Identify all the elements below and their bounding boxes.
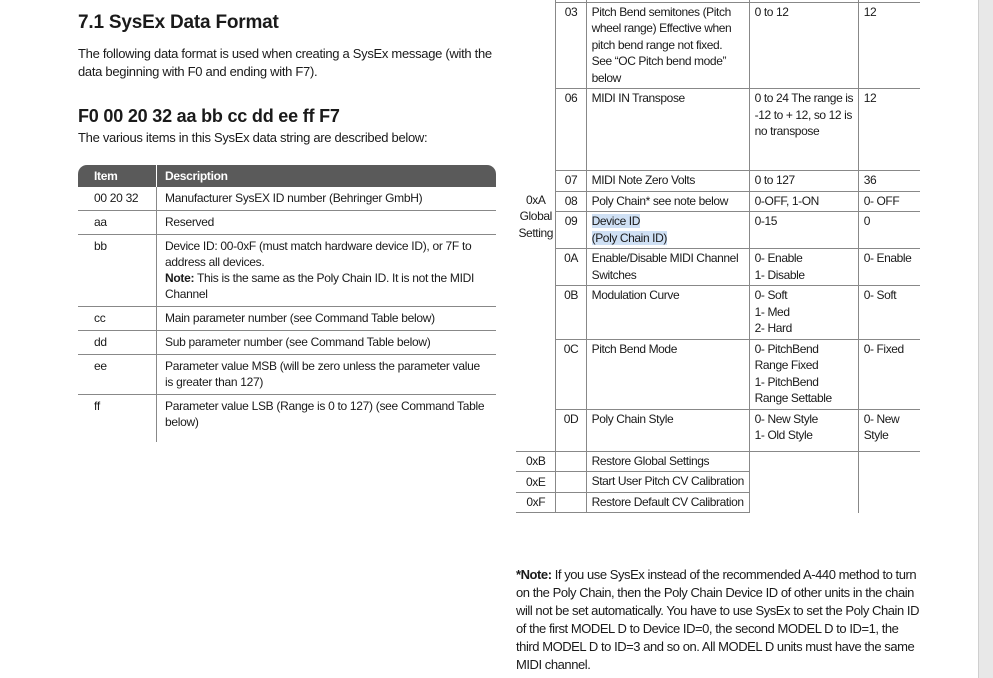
- header-description: Description: [157, 165, 497, 187]
- param-cell: Start User Pitch CV Calibration: [586, 472, 749, 493]
- group-cell: 0xF: [516, 492, 556, 513]
- param-cell: Restore Global Settings: [586, 452, 749, 472]
- description-cell: Sub parameter number (see Command Table below): [157, 331, 497, 355]
- param-cell: Poly Chain Style: [586, 409, 749, 451]
- param-text-highlighted: (Poly Chain ID): [591, 230, 667, 245]
- default-cell: [858, 452, 920, 472]
- item-cell: cc: [78, 307, 157, 331]
- item-cell: dd: [78, 331, 157, 355]
- items-table-header: [78, 165, 496, 187]
- table-row: [516, 286, 920, 340]
- table-row: [516, 89, 920, 171]
- range-cell: [749, 472, 858, 493]
- default-cell: 0: [858, 212, 920, 249]
- table-row: [516, 452, 920, 472]
- item-cell: ff: [94, 399, 100, 413]
- param-cell: Modulation Curve: [586, 286, 749, 340]
- table-row: [516, 2, 920, 89]
- code-cell: 0C: [556, 339, 586, 409]
- range-cell: 0 to 24 The range is -12 to + 12, so 12 is no transpose: [749, 89, 858, 171]
- note-text: If you use SysEx instead of the recommended A-440 method to turn on the Poly Chain, then the Poly Chain Device ID of other units in the chain will not be set automatically. You have to use SysEx to set the Poly Chain ID of the first MODEL D to Device ID=0, the second MODEL D to ID=1, the third MODEL D to ID=3 and so on. All MODEL D units must have the same MIDI channel.: [516, 567, 920, 672]
- section-heading: 7.1 SysEx Data Format: [78, 12, 279, 33]
- code-cell: 08: [556, 191, 586, 212]
- default-cell: 12: [858, 2, 920, 89]
- header-item: Item: [78, 165, 157, 187]
- code-cell: [556, 472, 586, 493]
- group-cell: 0xE: [516, 472, 556, 493]
- range-line: 1- Old Style: [754, 428, 813, 442]
- default-cell: 0- Soft: [858, 286, 920, 340]
- range-line: 1- Med: [754, 304, 790, 319]
- range-line: 0- Soft: [754, 288, 788, 302]
- param-cell: [586, 212, 749, 249]
- param-cell: MIDI IN Transpose: [586, 89, 749, 171]
- default-cell: [858, 492, 920, 513]
- default-cell: [858, 472, 920, 493]
- table-row: [516, 212, 920, 249]
- table-row: [516, 249, 920, 286]
- param-cell: Pitch Bend semitones (Pitch wheel range) Effective when pitch bend range not fixed. See “OC Pitch bend mode” below: [586, 2, 749, 89]
- item-cell: aa: [78, 211, 157, 235]
- range-line: 1- PitchBend Range Settable: [754, 374, 832, 405]
- code-cell: 0A: [556, 249, 586, 286]
- range-cell: [749, 339, 858, 409]
- param-text-highlighted: Device ID: [591, 214, 641, 228]
- format-description: The various items in this SysEx data string are described below:: [78, 130, 428, 145]
- table-row: [516, 492, 920, 513]
- param-cell: Poly Chain* see note below: [586, 191, 749, 212]
- code-cell: 03: [556, 2, 586, 89]
- format-title: F0 00 20 32 aa bb cc dd ee ff F7: [78, 106, 340, 126]
- table-row: [78, 355, 496, 395]
- range-cell: [749, 492, 858, 513]
- description-cell: [157, 235, 497, 307]
- default-cell: 0- New Style: [858, 409, 920, 451]
- table-row: [516, 191, 920, 212]
- param-cell: Restore Default CV Calibration: [586, 492, 749, 513]
- range-line: 0- Enable: [754, 251, 803, 265]
- range-line: 2- Hard: [754, 321, 792, 335]
- default-cell: 12: [858, 89, 920, 171]
- group-cell: 0xB: [516, 452, 556, 472]
- code-cell: [556, 452, 586, 472]
- default-cell: 0- Enable: [858, 249, 920, 286]
- table-row: [78, 395, 496, 443]
- param-cell: Pitch Bend Mode: [586, 339, 749, 409]
- table-row: [516, 409, 920, 451]
- range-cell: 0 to 12: [749, 2, 858, 89]
- poly-chain-note: [516, 566, 924, 674]
- default-cell: 0- OFF: [858, 191, 920, 212]
- range-line: 1- Disable: [754, 267, 805, 282]
- table-row: [516, 472, 920, 493]
- code-cell: 09: [556, 212, 586, 249]
- code-cell: [556, 492, 586, 513]
- range-cell: [749, 409, 858, 451]
- range-cell: [749, 286, 858, 340]
- range-line: 0- PitchBend Range Fixed: [754, 341, 819, 372]
- note-text: This is the same as the Poly Chain ID. It is not the MIDI Channel: [165, 271, 475, 301]
- description-cell: Reserved: [157, 211, 497, 235]
- param-cell: MIDI Note Zero Volts: [586, 171, 749, 192]
- range-cell: [749, 249, 858, 286]
- note-label: *Note:: [516, 567, 552, 582]
- code-cell: 07: [556, 171, 586, 192]
- code-cell: 06: [556, 89, 586, 171]
- range-line: 0- New Style: [754, 411, 818, 426]
- range-cell: 0-OFF, 1-ON: [749, 191, 858, 212]
- table-row: [78, 187, 496, 211]
- description-cell: Main parameter number (see Command Table below): [157, 307, 497, 331]
- description-cell: Parameter value MSB (will be zero unless the parameter value is greater than 127): [157, 355, 497, 395]
- item-cell: bb: [78, 235, 157, 307]
- description-cell: Parameter value LSB (Range is 0 to 127) (see Command Table below): [157, 395, 497, 443]
- code-cell: 0B: [556, 286, 586, 340]
- items-table: [78, 165, 496, 442]
- group-cell-global: 0xA Global Setting: [516, 0, 556, 452]
- description-cell: Manufacturer SysEX ID number (Behringer GmbH): [157, 187, 497, 211]
- code-cell: 0D: [556, 409, 586, 451]
- table-row: [78, 307, 496, 331]
- note-label: Note:: [165, 271, 195, 285]
- table-row: [78, 235, 496, 307]
- item-cell: ee: [78, 355, 157, 395]
- param-cell: Enable/Disable MIDI Channel Switches: [586, 249, 749, 286]
- table-row: [78, 331, 496, 355]
- range-cell: 0-15: [749, 212, 858, 249]
- item-cell: 00 20 32: [78, 187, 157, 211]
- range-cell: 0 to 127: [749, 171, 858, 192]
- viewer-margin: [978, 0, 993, 678]
- intro-paragraph: The following data format is used when creating a SysEx message (with the data beginning with F0 and ending with F7).: [78, 46, 492, 79]
- table-row: [516, 339, 920, 409]
- description-text: Device ID: 00-0xF (must match hardware device ID), or 7F to address all devices.: [165, 239, 472, 269]
- table-row: [78, 211, 496, 235]
- default-cell: 0- Fixed: [858, 339, 920, 409]
- command-table: [516, 0, 920, 513]
- default-cell: 36: [858, 171, 920, 192]
- table-row: [516, 171, 920, 192]
- range-cell: [749, 452, 858, 472]
